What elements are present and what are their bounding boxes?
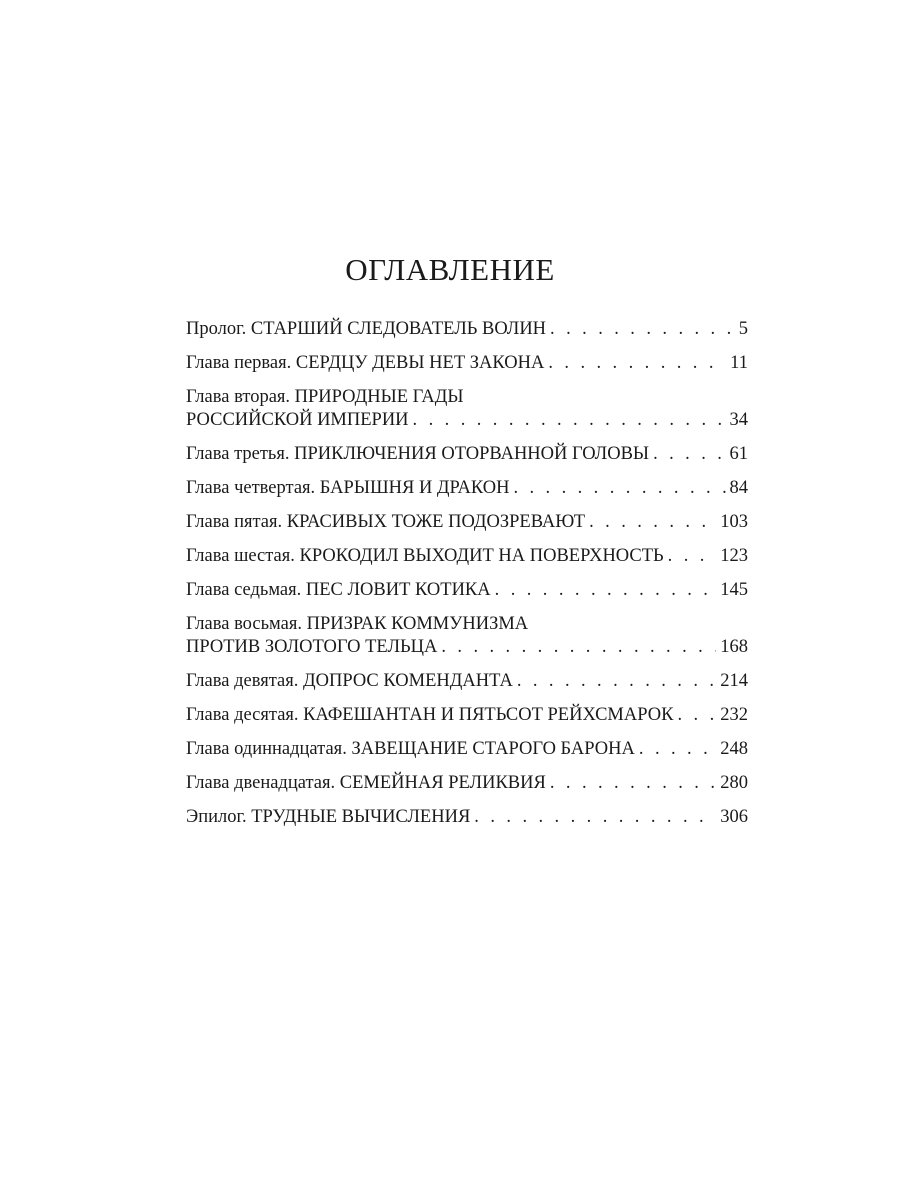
toc-entry-title: Глава десятая. КАФЕШАНТАН И ПЯТЬСОТ РЕЙХСМАРОК xyxy=(186,705,674,725)
toc-entry-title-line-1: Глава восьмая. ПРИЗРАК КОММУНИЗМА xyxy=(186,614,529,634)
toc-entry-prologue xyxy=(186,318,748,341)
toc-entry-chapter-2 xyxy=(186,386,748,432)
dot-leader xyxy=(589,511,716,534)
toc-entry-chapter-9 xyxy=(186,670,748,693)
toc-entry-page: 280 xyxy=(720,773,748,793)
dot-leader xyxy=(677,704,716,727)
toc-entry-title: Пролог. СТАРШИЙ СЛЕДОВАТЕЛЬ ВОЛИН xyxy=(186,319,547,339)
toc-entry-title-line-1: Глава вторая. ПРИРОДНЫЕ ГАДЫ xyxy=(186,387,464,407)
toc-entry-page: 5 xyxy=(738,319,748,339)
toc-entry-title: Глава шестая. КРОКОДИЛ ВЫХОДИТ НА ПОВЕРХНОСТЬ xyxy=(186,546,664,566)
toc-entry-page: 11 xyxy=(730,353,748,373)
toc-entry-title: Глава первая. СЕРДЦУ ДЕВЫ НЕТ ЗАКОНА xyxy=(186,353,545,373)
toc-entry-title: Глава двенадцатая. СЕМЕЙНАЯ РЕЛИКВИЯ xyxy=(186,773,546,793)
toc-entry-page: 34 xyxy=(729,410,748,430)
toc-entry-title: Глава одиннадцатая. ЗАВЕЩАНИЕ СТАРОГО БАРОНА xyxy=(186,739,635,759)
toc-entry-title: Глава седьмая. ПЕС ЛОВИТ КОТИКА xyxy=(186,580,491,600)
dot-leader xyxy=(550,772,716,795)
toc-entry-chapter-11 xyxy=(186,738,748,761)
toc-entry-page: 145 xyxy=(720,580,748,600)
toc-entry-page: 232 xyxy=(720,705,748,725)
toc-entry-chapter-6 xyxy=(186,545,748,568)
toc-entry-title: ПРОТИВ ЗОЛОТОГО ТЕЛЬЦА xyxy=(186,637,438,657)
toc-entry-page: 84 xyxy=(729,478,748,498)
dot-leader xyxy=(550,318,735,341)
dot-leader xyxy=(495,579,717,602)
toc-entry-chapter-10 xyxy=(186,704,748,727)
toc-entry-title: Глава пятая. КРАСИВЫХ ТОЖЕ ПОДОЗРЕВАЮТ xyxy=(186,512,586,532)
toc-entry-page: 168 xyxy=(720,637,748,657)
toc-entry-title: Глава четвертая. БАРЫШНЯ И ДРАКОН xyxy=(186,478,510,498)
toc-entry-page: 214 xyxy=(720,671,748,691)
toc-entry-chapter-8 xyxy=(186,613,748,659)
toc-entry-chapter-7 xyxy=(186,579,748,602)
dot-leader xyxy=(668,545,717,568)
toc-entry-title: Глава третья. ПРИКЛЮЧЕНИЯ ОТОРВАННОЙ ГОЛОВЫ xyxy=(186,444,650,464)
dot-leader xyxy=(413,409,726,432)
toc-entry-page: 123 xyxy=(720,546,748,566)
toc-entry-page: 61 xyxy=(729,444,748,464)
toc-entry-page: 248 xyxy=(720,739,748,759)
dot-leader xyxy=(548,352,726,375)
toc-entry-title: Эпилог. ТРУДНЫЕ ВЫЧИСЛЕНИЯ xyxy=(186,807,471,827)
dot-leader xyxy=(517,670,716,693)
toc-entry-page: 103 xyxy=(720,512,748,532)
toc-entry-page: 306 xyxy=(720,807,748,827)
toc-title: ОГЛАВЛЕНИЕ xyxy=(345,252,555,287)
toc-entry-chapter-3 xyxy=(186,443,748,466)
dot-leader xyxy=(653,443,725,466)
dot-leader xyxy=(639,738,716,761)
dot-leader xyxy=(441,636,716,659)
toc-entry-chapter-5 xyxy=(186,511,748,534)
toc-entry-epilogue xyxy=(186,806,748,829)
dot-leader xyxy=(474,806,716,829)
dot-leader xyxy=(513,477,725,500)
toc-entry-chapter-12 xyxy=(186,772,748,795)
toc-entry-title: Глава девятая. ДОПРОС КОМЕНДАНТА xyxy=(186,671,513,691)
table-of-contents xyxy=(186,318,748,840)
toc-entry-chapter-1 xyxy=(186,352,748,375)
toc-entry-chapter-4 xyxy=(186,477,748,500)
toc-entry-title: РОССИЙСКОЙ ИМПЕРИИ xyxy=(186,410,409,430)
